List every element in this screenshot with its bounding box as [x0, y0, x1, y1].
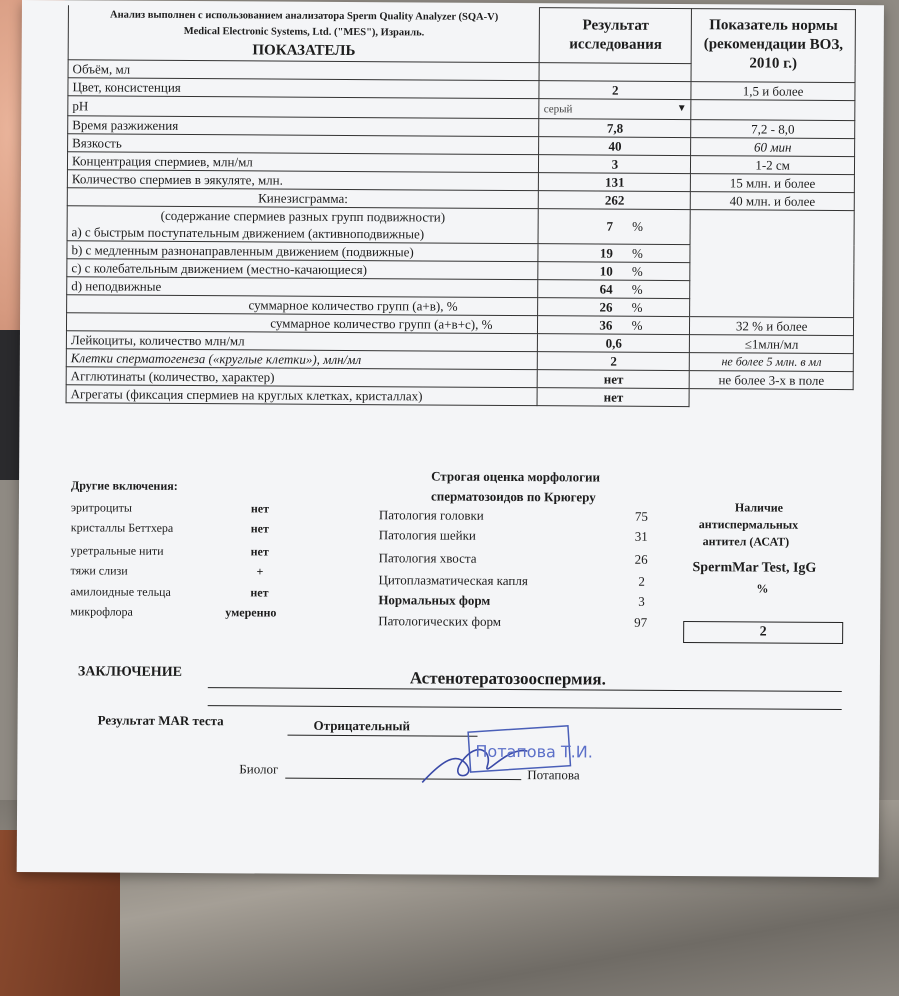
- row-volume-label: Объём, мл: [68, 59, 540, 80]
- row-a-value: 7: [606, 218, 614, 234]
- row-viscosity-label: Вязкость: [68, 133, 540, 154]
- motility-norm-cell: [690, 209, 854, 317]
- acat-title-line3: антител (АСАТ): [702, 534, 790, 549]
- acat-title-line1: Наличие: [734, 500, 784, 515]
- other-item-label: амилоидные тельца: [70, 584, 171, 599]
- acat-test-name: SpermMar Test, IgG: [692, 560, 817, 576]
- row-color-norm: 1,5 и более: [691, 81, 855, 100]
- kruger-item-value: 26: [634, 551, 648, 567]
- row-ab-value: 26: [599, 299, 613, 315]
- kruger-item-value: 3: [638, 593, 645, 609]
- other-item-value: нет: [250, 544, 269, 559]
- row-agglutinates-value: нет: [538, 369, 690, 388]
- other-item-value: нет: [250, 501, 270, 516]
- other-item-value: умеренно: [225, 605, 277, 620]
- row-a-value-cell: [538, 208, 690, 244]
- other-item-value: нет: [250, 585, 269, 600]
- stamp-text: Потапова Т.И.: [475, 741, 593, 762]
- kruger-item-value: 31: [634, 528, 648, 544]
- row-b-unit: %: [631, 245, 643, 261]
- kruger-title-line2: сперматозоидов по Крюгеру: [430, 488, 596, 505]
- row-abc-label: суммарное количество групп (а+в+с), %: [66, 312, 538, 333]
- row-viscosity-value: 40: [539, 136, 691, 155]
- mar-test-value: Отрицательный: [313, 717, 411, 734]
- row-d-label: d) неподвижные: [67, 276, 539, 297]
- row-a-label: a) с быстрым поступательным движением (активноподвижные): [71, 223, 425, 241]
- other-item-label: эритроциты: [70, 500, 133, 515]
- company-line: Medical Electronic Systems, Ltd. ("MES"), Израиль.: [183, 25, 425, 38]
- acat-title-line2: антиспермальных: [698, 517, 799, 532]
- row-agglutinates-norm: не более 3-х в поле: [689, 370, 853, 389]
- row-count-label: Количество спермиев в эякуляте, млн.: [67, 169, 539, 190]
- chevron-down-icon: ▼: [676, 102, 687, 114]
- param-header: [68, 5, 540, 62]
- row-ab-unit: %: [631, 299, 643, 315]
- row-volume-value: [539, 62, 691, 81]
- other-item-label: уретральные нити: [70, 543, 164, 558]
- kruger-item-label: Патологических форм: [378, 613, 502, 629]
- other-inclusions-title: Другие включения:: [70, 478, 178, 493]
- row-leukocytes-norm: ≤1млн/мл: [690, 334, 854, 353]
- kruger-item-value: 75: [634, 508, 648, 524]
- kruger-item-label: Нормальных форм: [378, 592, 491, 608]
- row-concentration-value: 3: [539, 154, 691, 173]
- signature-stamp: [417, 720, 593, 791]
- row-ab-norm: 32 % и более: [690, 316, 854, 335]
- kruger-item-label: Патология хвоста: [378, 550, 477, 566]
- row-count-value: 131: [539, 172, 691, 191]
- row-color-value: 2: [539, 80, 691, 99]
- kruger-item-label: Патология шейки: [378, 527, 476, 543]
- analyzer-note: Анализ выполнен с использованием анализатора Sperm Quality Analyzer (SQA-V): [109, 9, 499, 23]
- kinesigram-subtitle: (содержание спермиев разных групп подвижности): [160, 207, 446, 225]
- mar-test-label: Результат MAR теста: [97, 712, 224, 729]
- other-item-value: нет: [250, 521, 269, 536]
- row-d-unit: %: [631, 281, 643, 297]
- other-item-label: микрофлора: [70, 604, 133, 619]
- kruger-item-value: 2: [638, 573, 646, 589]
- row-ab-label: суммарное количество групп (а+в), %: [67, 294, 539, 315]
- row-round-cells-norm: не более 5 млн. в мл: [690, 352, 854, 371]
- row-color-label: Цвет, консистенция: [68, 77, 540, 98]
- row-round-cells-label: Клетки сперматогенеза («круглые клетки»), млн/мл: [66, 348, 538, 369]
- acat-unit: %: [756, 581, 769, 596]
- row-liquefaction-label: Время разжижения: [68, 115, 540, 136]
- row-concentration-label: Концентрация спермиев, млн/мл: [67, 151, 539, 172]
- row-aggregates-value: нет: [537, 387, 689, 406]
- semen-analysis-table: [66, 4, 856, 407]
- lab-report-sheet: [17, 0, 884, 877]
- row-aggregates-label: Агрегаты (фиксация спермиев на круглых клетках, кристаллах): [66, 384, 538, 405]
- row-b-value: 19: [599, 245, 613, 261]
- other-item-value: +: [256, 564, 264, 579]
- biologist-label: Биолог: [239, 761, 279, 777]
- row-total-value: 262: [539, 190, 691, 209]
- row-leukocytes-label: Лейкоциты, количество млн/мл: [66, 330, 538, 351]
- kruger-item-label: Цитоплазматическая капля: [378, 572, 528, 589]
- row-agglutinates-label: Агглютинаты (количество, характер): [66, 366, 538, 387]
- row-ab-value-cell: [538, 297, 690, 316]
- row-d-value: 64: [599, 281, 613, 297]
- row-c-value-cell: [538, 261, 690, 280]
- col-norm-title: Показатель нормы (рекомендации ВОЗ, 2010 г.): [691, 9, 855, 82]
- kruger-item-value: 97: [634, 614, 648, 630]
- row-ph-norm: [691, 99, 855, 120]
- row-leukocytes-value: 0,6: [538, 333, 690, 352]
- ph-dropdown[interactable]: [539, 98, 691, 119]
- row-total-norm: 40 млн. и более: [691, 191, 855, 210]
- row-b-value-cell: [538, 243, 690, 262]
- row-abc-unit: %: [631, 317, 643, 333]
- row-abc-value-cell: [538, 315, 690, 334]
- row-aggregates-norm: [689, 388, 853, 407]
- row-viscosity-norm: 60 мин: [691, 137, 855, 156]
- row-liquefaction-norm: 7,2 - 8,0: [691, 119, 855, 138]
- other-item-label: кристаллы Беттхера: [70, 520, 174, 535]
- other-item-label: тяжи слизи: [70, 563, 128, 578]
- row-d-value-cell: [538, 279, 690, 298]
- row-concentration-norm: 1-2 см: [691, 155, 855, 174]
- kinesigram-title: Кинезисграмма:: [67, 187, 539, 208]
- conclusion-underline-2: [208, 705, 842, 710]
- col-param-title: ПОКАЗАТЕЛЬ: [252, 41, 356, 59]
- col-result-title: Результат исследования: [540, 8, 692, 63]
- row-round-cells-value: 2: [538, 351, 690, 370]
- row-c-unit: %: [631, 263, 643, 279]
- row-c-value: 10: [599, 263, 613, 279]
- row-liquefaction-value: 7,8: [539, 118, 691, 137]
- row-b-label: b) с медленным разнонаправленным движением (подвижные): [67, 240, 539, 261]
- acat-value-box: 2: [683, 621, 843, 644]
- kruger-item-label: Патология головки: [378, 507, 484, 523]
- row-a-unit: %: [632, 218, 644, 234]
- conclusion-label: ЗАКЛЮЧЕНИЕ: [77, 664, 182, 680]
- row-ph-label: pH: [68, 95, 540, 118]
- row-a-cell: [67, 205, 539, 243]
- row-c-label: c) с колебательным движением (местно-качающиеся): [67, 258, 539, 279]
- biologist-name: Потапова: [527, 767, 580, 783]
- row-count-norm: 15 млн. и более: [691, 173, 855, 192]
- kruger-title-line1: Строгая оценка морфологии: [431, 468, 601, 485]
- row-abc-value: 36: [599, 317, 613, 333]
- conclusion-text: Астенотератозооспермия.: [409, 668, 606, 689]
- ph-dropdown-value: серый: [543, 102, 573, 115]
